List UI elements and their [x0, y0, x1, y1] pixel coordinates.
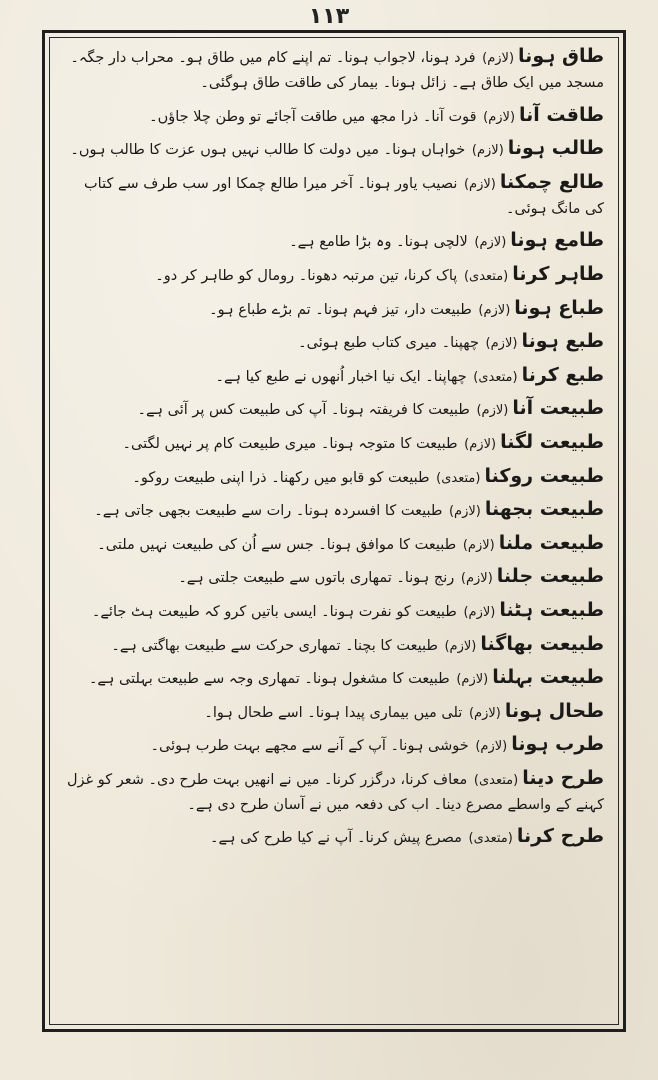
entry-definition: طبیعت کا متوجہ ہونا۔ میری طبیعت کام پر نہیں لگتی۔ [122, 435, 458, 452]
entry-definition: طبیعت کا مشغول ہونا۔ تمھاری وجہ سے طبیعت بہلتی ہے۔ [88, 671, 450, 688]
entry-grammar: (متعدی) [436, 470, 481, 486]
entry-definition: طبیعت کا فریفتہ ہونا۔ آپ کی طبیعت کس پر آئی ہے۔ [137, 402, 470, 419]
entry-grammar: (متعدی) [463, 268, 509, 284]
entry-grammar: (لازم) [460, 571, 493, 587]
dictionary-entry [60, 430, 608, 457]
entry-grammar: (متعدی) [473, 772, 519, 788]
entry-grammar: (لازم) [464, 436, 497, 452]
entry-term: طبیعت روکنا [484, 464, 604, 487]
dictionary-entry [60, 44, 608, 96]
entry-grammar: (لازم) [476, 403, 509, 419]
entry-definition: تلی میں بیماری پیدا ہونا۔ اسے طحال ہوا۔ [204, 704, 463, 721]
entry-grammar: (لازم) [448, 504, 481, 520]
entry-term: طباع ہونا [514, 296, 604, 319]
entry-grammar: (لازم) [471, 143, 504, 159]
entry-term: طبع کرنا [521, 363, 604, 386]
entry-definition: مصرع پیش کرنا۔ آپ نے کیا طرح کی ہے۔ [210, 830, 462, 847]
entry-grammar: (لازم) [468, 705, 501, 721]
dictionary-entry [60, 464, 608, 491]
entry-definition: خواہاں ہونا۔ میں دولت کا طالب نہیں ہوں عزت کا طالب ہوں۔ [70, 142, 466, 159]
entry-definition: طبیعت کا بچنا۔ تمھاری حرکت سے طبیعت بھاگتی ہے۔ [111, 637, 438, 654]
entry-term: طبیعت بہلنا [492, 666, 604, 689]
dictionary-entry [60, 329, 608, 356]
entry-definition: چھپنا۔ میری کتاب طبع ہوئی۔ [298, 335, 479, 352]
dictionary-entry [60, 170, 608, 222]
entry-definition: طبیعت کو قابو میں رکھنا۔ ذرا اپنی طبیعت روکو۔ [132, 469, 430, 486]
dictionary-entry [60, 732, 608, 759]
entry-term: طحال ہونا [504, 699, 604, 722]
entry-term: طبیعت ملنا [498, 531, 604, 554]
entry-term: طبع ہونا [521, 330, 604, 353]
dictionary-entry [60, 699, 608, 726]
entry-definition: خوشی ہونا۔ آپ کے آنے سے مجھے بہت طرب ہوئی۔ [150, 738, 469, 755]
entry-grammar: (لازم) [462, 537, 495, 553]
dictionary-entry [60, 363, 608, 390]
entry-grammar: (متعدی) [473, 369, 518, 385]
entry-definition: نصیب یاور ہونا۔ آخر میرا طالع چمکا اور سب طرف سے کتاب کی مانگ ہوئی۔ [84, 175, 604, 217]
entry-definition: طبیعت کو نفرت ہونا۔ ایسی باتیں کرو کہ طبیعت ہٹ جائے۔ [91, 603, 457, 620]
entry-definition: طبیعت دار، تیز فہم ہونا۔ تم بڑے طباع ہو۔ [209, 301, 472, 318]
dictionary-entry [60, 766, 608, 818]
entry-term: طامع ہونا [510, 229, 604, 252]
dictionary-entry [60, 531, 608, 558]
entry-term: طبیعت جلنا [496, 565, 604, 588]
dictionary-entry [60, 396, 608, 423]
dictionary-entry [60, 632, 608, 659]
entry-definition: فرد ہونا، لاجواب ہونا۔ تم اپنے کام میں طاق ہو۔ محراب دار جگہ۔ مسجد میں ایک طاق ہے۔ زائل ہونا۔ بیمار کی طاقت طاق ہوگئی۔ [70, 50, 604, 91]
entry-term: طاق ہونا [518, 45, 604, 67]
entry-definition: پاک کرنا، تین مرتبہ دھونا۔ رومال کو طاہر کر دو۔ [155, 267, 458, 284]
entry-term: طبیعت ہٹنا [499, 598, 604, 621]
dictionary-entry [60, 136, 608, 163]
entry-definition: قوت آنا۔ ذرا مجھ میں طاقت آجائے تو وطن چلا جاؤں۔ [149, 108, 477, 125]
entry-term: طبیعت بھاگنا [480, 632, 604, 655]
entry-grammar: (لازم) [456, 672, 489, 688]
entry-grammar: (لازم) [475, 739, 508, 755]
dictionary-entry [60, 824, 608, 851]
entry-grammar: (لازم) [478, 302, 511, 318]
entry-term: طبیعت لگنا [500, 430, 604, 453]
entry-grammar: (لازم) [485, 336, 518, 352]
entry-term: طاہر کرنا [512, 262, 604, 285]
entry-term: طرب ہونا [511, 733, 604, 756]
entry-term: طرح کرنا [516, 825, 604, 848]
dictionary-entry [60, 103, 608, 130]
dictionary-entries [60, 44, 608, 1018]
entry-grammar: (لازم) [474, 235, 507, 251]
dictionary-entry [60, 296, 608, 323]
entry-grammar: (لازم) [463, 604, 496, 620]
entry-grammar: (لازم) [483, 109, 516, 125]
entry-term: طاقت آنا [519, 103, 604, 126]
entry-grammar: (متعدی) [468, 831, 513, 847]
entry-term: طبیعت بجھنا [484, 498, 604, 521]
dictionary-entry [60, 598, 608, 625]
dictionary-entry [60, 497, 608, 524]
dictionary-entry [60, 228, 608, 255]
entry-definition: چھاپنا۔ ایک نیا اخبار اُنھوں نے طبع کیا ہے۔ [215, 368, 467, 385]
entry-term: طرح دینا [522, 766, 604, 789]
entry-grammar: (لازم) [444, 638, 477, 654]
entry-definition: معاف کرنا، درگزر کرنا۔ میں نے انھیں بہت طرح دی۔ شعر کو غزل کہنے کے واسطے مصرع دینا۔ اب کی دفعہ میں نے آسان طرح دی ہے۔ [66, 771, 604, 813]
entry-grammar: (لازم) [482, 51, 515, 66]
entry-grammar: (لازم) [463, 176, 496, 192]
entry-definition: رنج ہونا۔ تمھاری باتوں سے طبیعت جلتی ہے۔ [178, 570, 455, 587]
dictionary-entry [60, 564, 608, 591]
entry-definition: طبیعت کا موافق ہونا۔ جس سے اُن کی طبیعت نہیں ملتی۔ [97, 536, 457, 553]
entry-term: طالع چمکنا [499, 170, 604, 193]
entry-definition: طبیعت کا افسردہ ہونا۔ رات سے طبیعت بجھی جاتی ہے۔ [94, 503, 443, 520]
entry-term: طبیعت آنا [512, 397, 604, 420]
page-number: ۱۱۳ [308, 4, 350, 29]
entry-term: طالب ہونا [507, 137, 604, 160]
dictionary-entry [60, 665, 608, 692]
dictionary-entry [60, 262, 608, 289]
entry-definition: لالچی ہونا۔ وہ بڑا طامع ہے۔ [289, 234, 468, 251]
